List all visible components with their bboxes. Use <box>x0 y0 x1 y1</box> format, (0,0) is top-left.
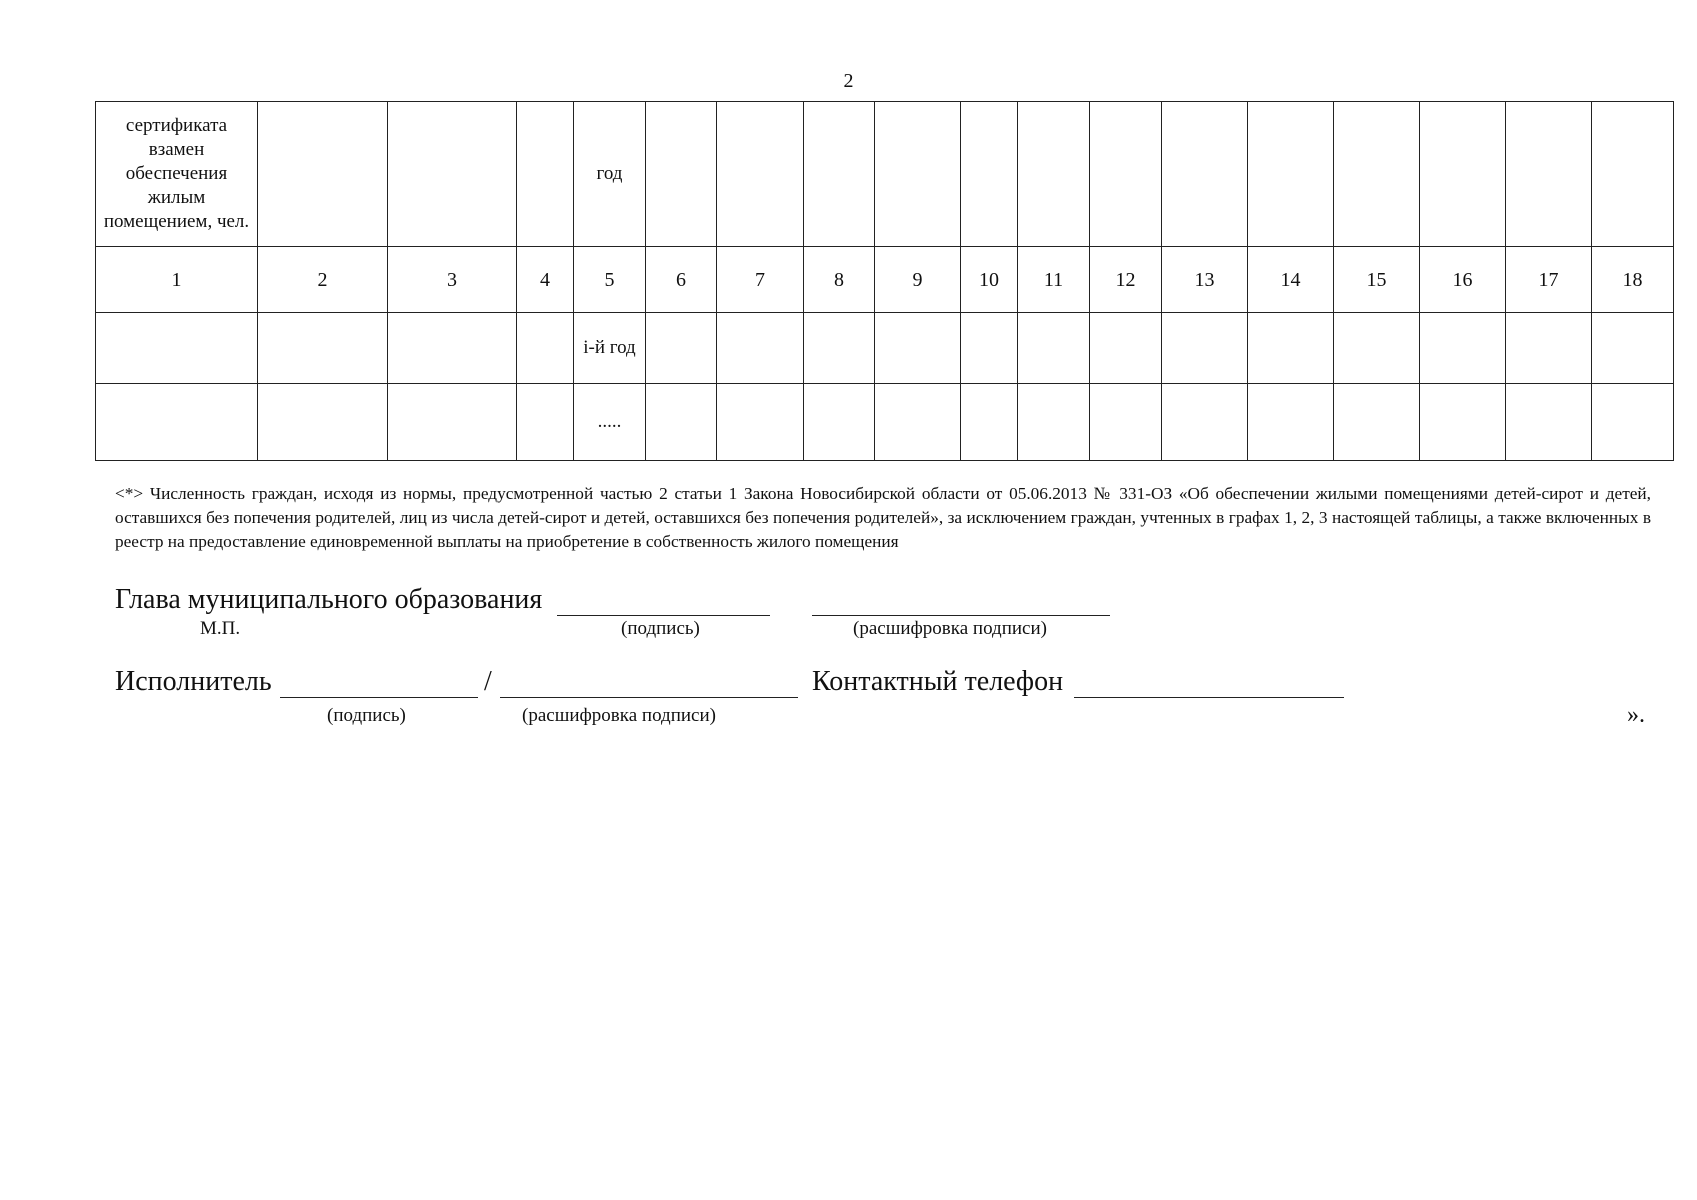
table-header-cell <box>804 102 875 247</box>
closing-quote: ». <box>1627 702 1645 728</box>
table-header-cell: сертификата взамен обеспечения жилым помещением, чел. <box>96 102 258 247</box>
table-cell <box>1420 313 1506 384</box>
table-header-row <box>96 102 1674 247</box>
table-cell <box>1248 313 1334 384</box>
column-number: 16 <box>1420 247 1506 313</box>
table-cell <box>961 384 1018 461</box>
column-number-row <box>96 247 1674 313</box>
table-header-cell <box>258 102 388 247</box>
table-header-cell <box>1018 102 1090 247</box>
column-number: 7 <box>717 247 804 313</box>
table-cell <box>1420 384 1506 461</box>
table-cell <box>1592 384 1674 461</box>
stamp-label: М.П. <box>200 618 241 639</box>
head-decode-line <box>812 615 1110 616</box>
table-header-cell <box>517 102 574 247</box>
table-cell <box>1506 384 1592 461</box>
column-number: 5 <box>574 247 646 313</box>
table-row <box>96 384 1674 461</box>
table-cell <box>1018 313 1090 384</box>
table-header-cell <box>1420 102 1506 247</box>
table-cell <box>1090 384 1162 461</box>
table-cell <box>517 313 574 384</box>
table-cell <box>875 384 961 461</box>
table-cell <box>1506 313 1592 384</box>
table-cell <box>804 313 875 384</box>
phone-line <box>1074 697 1344 698</box>
table-cell <box>961 313 1018 384</box>
table-cell <box>1018 384 1090 461</box>
phone-label: Контактный телефон <box>812 666 1064 697</box>
column-number: 9 <box>875 247 961 313</box>
page-number: 2 <box>843 70 854 92</box>
column-number: 17 <box>1506 247 1592 313</box>
table-row <box>96 313 1674 384</box>
table-header-cell <box>388 102 517 247</box>
table-cell <box>804 384 875 461</box>
table-cell <box>1592 313 1674 384</box>
column-number: 10 <box>961 247 1018 313</box>
table-cell <box>1334 313 1420 384</box>
slash-separator: / <box>484 666 492 697</box>
table-cell <box>1090 313 1162 384</box>
table-header-cell <box>1506 102 1592 247</box>
signature-caption: (подпись) <box>621 618 700 639</box>
table-cell <box>96 313 258 384</box>
table-header-cell <box>1162 102 1248 247</box>
table-cell <box>1162 313 1248 384</box>
column-number: 8 <box>804 247 875 313</box>
executor-label: Исполнитель <box>115 666 272 697</box>
table-cell <box>717 384 804 461</box>
table-header-cell <box>646 102 717 247</box>
column-number: 13 <box>1162 247 1248 313</box>
table-cell <box>875 313 961 384</box>
table-header-cell <box>1248 102 1334 247</box>
table-header-cell <box>1334 102 1420 247</box>
table-cell: ..... <box>574 384 646 461</box>
column-number: 3 <box>388 247 517 313</box>
table-header-cell <box>717 102 804 247</box>
executor-signature-caption: (подпись) <box>327 705 406 726</box>
decode-caption: (расшифровка подписи) <box>853 618 1047 639</box>
table-cell <box>717 313 804 384</box>
table-cell <box>258 313 388 384</box>
column-number: 4 <box>517 247 574 313</box>
table-cell <box>646 313 717 384</box>
table-cell <box>388 313 517 384</box>
head-label: Глава муниципального образования <box>115 584 543 615</box>
executor-decode-line <box>500 697 798 698</box>
executor-signature-line <box>280 697 478 698</box>
table-cell <box>646 384 717 461</box>
table-header-cell: год <box>574 102 646 247</box>
table-cell <box>1334 384 1420 461</box>
column-number: 1 <box>96 247 258 313</box>
head-signature-line <box>557 615 770 616</box>
column-number: 15 <box>1334 247 1420 313</box>
table-cell <box>388 384 517 461</box>
table-header-cell <box>1090 102 1162 247</box>
column-number: 2 <box>258 247 388 313</box>
table-cell <box>96 384 258 461</box>
table-cell <box>1248 384 1334 461</box>
executor-decode-caption: (расшифровка подписи) <box>522 705 716 726</box>
column-number: 12 <box>1090 247 1162 313</box>
table-header-cell <box>1592 102 1674 247</box>
column-number: 14 <box>1248 247 1334 313</box>
table-cell <box>517 384 574 461</box>
column-number: 11 <box>1018 247 1090 313</box>
table-header-cell <box>875 102 961 247</box>
table-cell <box>258 384 388 461</box>
table-cell: i-й год <box>574 313 646 384</box>
footnote: <*> Численность граждан, исходя из нормы, предусмотренной частью 2 статьи 1 Закона Новосибирской области от 05.06.2013 № 331-ОЗ «Об обеспечении жилыми помещениями детей-сирот и детей, оставшихся без попечения родителей, лиц из числа детей-сирот и детей, оставшихся без попечения родителей», за исключением граждан, учтенных в графах 1, 2, 3 настоящей таблицы, а также включенных в реестр на предоставление единовременной выплаты на приобретение в собственность жилого помещения <box>115 484 1651 551</box>
column-number: 18 <box>1592 247 1674 313</box>
column-number: 6 <box>646 247 717 313</box>
table-header-cell <box>961 102 1018 247</box>
data-table <box>95 101 1674 461</box>
table-cell <box>1162 384 1248 461</box>
